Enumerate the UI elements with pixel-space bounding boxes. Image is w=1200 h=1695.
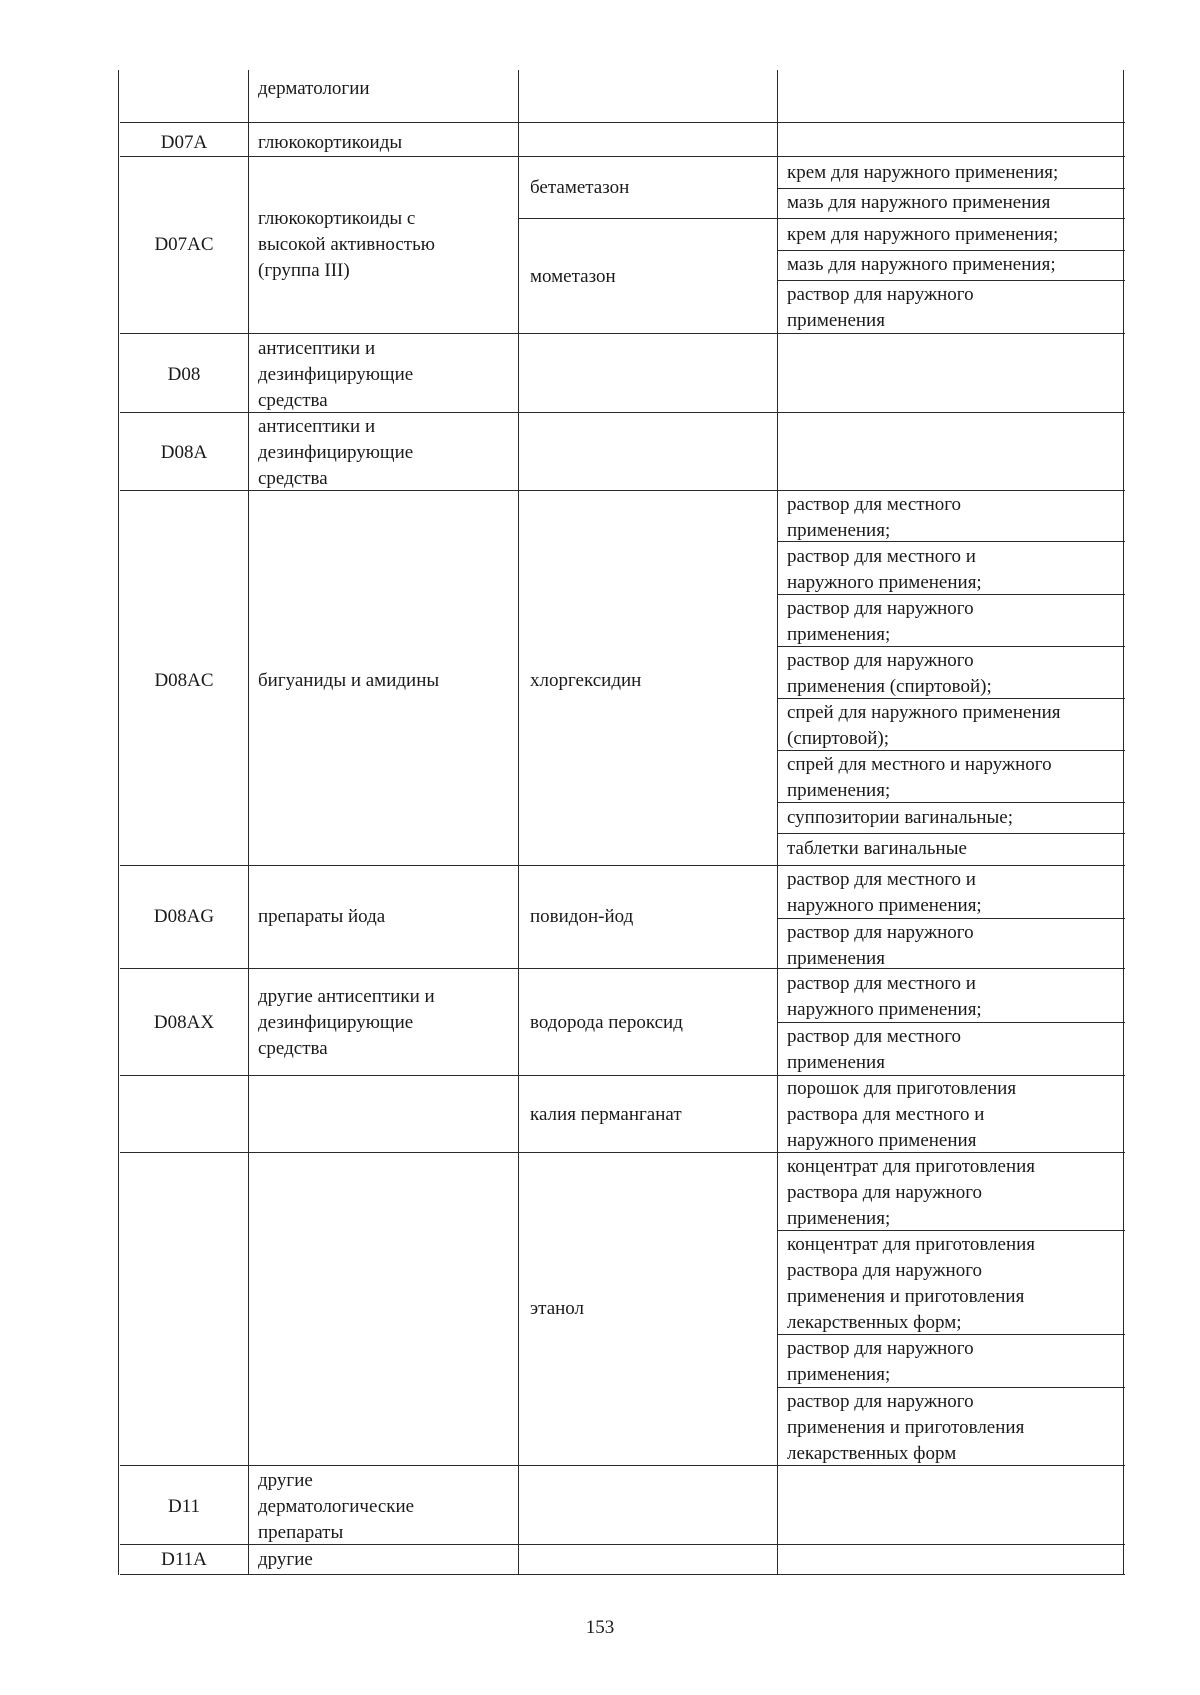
group-name: препараты йода <box>258 906 386 927</box>
dosage-form: крем для наружного применения; <box>787 224 1059 245</box>
dosage-form: мазь для наружного применения; <box>787 254 1056 275</box>
drug-name: хлоргексидин <box>530 670 642 691</box>
group-name: бигуаниды и амидины <box>258 670 440 691</box>
drug-name: повидон-йод <box>530 906 634 927</box>
document-page: дерматологии D07A глюкокортикоиды D07AC глюкокортикоиды с высокой активностью (группа III) бетаметазон мометазон крем для наружного применения; мазь для наружного применения крем для наружного применения; мазь для наружного применения; раствор для наружного применения D08 антисептики и дезинфицирующие средства D08A антисептики и дезинфицирующие средства D08AC бигуаниды и амидины хлоргексидин раствор для местного применения; раствор для местного и наружного применения; раствор для наружного применения; раствор для наружного применения (спиртовой); спрей для наружного применения (спиртовой); спрей для местного и наружного применения; суппозитории вагинальные; таблетки вагинальные D08AG препараты йода повидон-йод раствор для местного и наружного применения; раствор для наружного применения D08AX другие антисептики и дезинфицирующие средства водорода пероксид раствор для местного и наружного применения; раствор для местного применения калия перманганат порошок для приготовления раствора для местного и наружного применения этанол концентрат для приготовления раствора для наружного применения; концентрат для приготовления раствора для наружного применения и приготовления лекарственных форм; раствор для наружного применения; раствор для наружного применения и приготовления лекарственных форм D11 другие дерматологические препараты D11A другие 153 <box>0 0 1200 1695</box>
dosage-form: таблетки вагинальные <box>787 838 967 859</box>
group-name: другие <box>258 1549 313 1570</box>
drug-name: бетаметазон <box>530 177 630 198</box>
dosage-form: суппозитории вагинальные; <box>787 807 1014 828</box>
atc-code: D08 <box>167 364 201 385</box>
atc-code: D07AC <box>154 234 214 255</box>
dosage-form: мазь для наружного применения <box>787 192 1051 213</box>
atc-code: D07A <box>160 132 208 153</box>
page-number: 153 <box>585 1617 615 1638</box>
atc-code: D08AX <box>153 1012 215 1033</box>
drug-name: этанол <box>530 1298 585 1319</box>
group-name: глюкокортикоиды <box>258 132 403 153</box>
atc-code: D11A <box>161 1549 207 1570</box>
drug-name: калия перманганат <box>530 1104 682 1125</box>
atc-code: D08AG <box>153 906 215 927</box>
drug-name: мометазон <box>530 266 616 287</box>
atc-code: D08A <box>160 442 208 463</box>
dosage-form: крем для наружного применения; <box>787 162 1059 183</box>
atc-code: D08AC <box>154 670 214 691</box>
group-name: дерматологии <box>258 78 370 99</box>
atc-code: D11 <box>167 1496 201 1517</box>
drug-name: водорода пероксид <box>530 1012 683 1033</box>
